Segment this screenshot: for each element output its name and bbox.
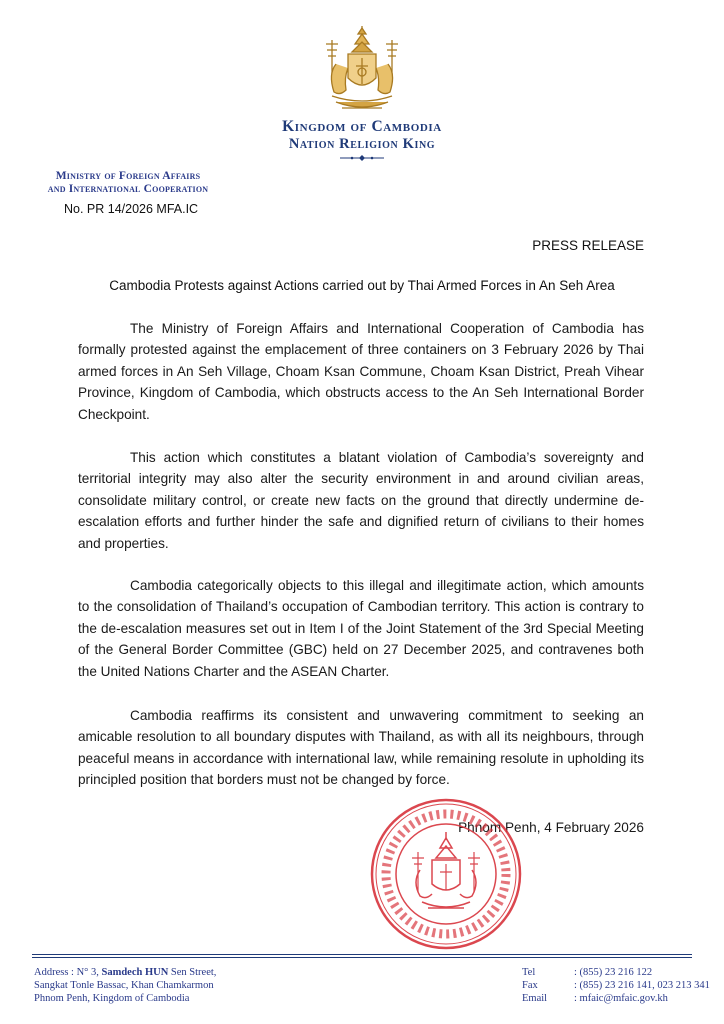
footer-divider — [32, 954, 692, 955]
footer-divider-secondary — [32, 957, 692, 958]
paragraph-4: Cambodia reaffirms its consistent and unwavering commitment to seeking an amicable resolution to all boundary disputes with Thailand, as with all its neighbours, through peaceful means in accordance with international law, while remaining resolute in upholding its principled position that borders must not be changed by force. — [78, 708, 644, 788]
royal-emblem-icon — [318, 22, 406, 118]
tel-value: : (855) 23 216 122 — [574, 967, 653, 978]
email-label: Email — [522, 993, 548, 1004]
address-street-rest: Sen Street, — [168, 967, 217, 978]
footer-address — [34, 966, 216, 1005]
address-line-3: Phnom Penh, Kingdom of Cambodia — [34, 993, 190, 1004]
address-label: Address : N° 3, — [34, 967, 102, 978]
paragraph-3: Cambodia categorically objects to this illegal and illegitimate action, which amounts to the consolidation of Thailand’s occupation of Cambodian territory. This action is contrary to the de-escalation measures set out in Item I of the Joint Statement of the 3rd Special Meeting of the General Border Committee (GBC) held on 27 December 2025, and contravenes both the United Nations Charter and the ASEAN Charter. — [78, 578, 644, 679]
address-line-2: Sangkat Tonle Bassac, Khan Chamkarmon — [34, 980, 214, 991]
tel-label: Tel — [522, 967, 536, 978]
paragraph-1: The Ministry of Foreign Affairs and International Cooperation of Cambodia has formally protested against the emplacement of three containers on 3 February 2026 by Thai armed forces in An Seh Village, Choam Ksan Commune, Choam Ksan District, Preah Vihear Province, Kingdom of Cambodia, which obstructs access to the An Seh International Border Checkpoint. — [78, 321, 644, 422]
address-street-bold: Samdech HUN — [101, 967, 169, 978]
paragraph-2: This action which constitutes a blatant violation of Cambodia’s sovereignty and territorial integrity may also alter the security environment in and around civilian areas, consolidate military control, or create new facts on the ground that directly undermine de-escalation efforts and further hinder the safe and dignified return of civilians to their homes and properties. — [78, 450, 644, 551]
divider-ornament-icon — [338, 154, 386, 162]
official-seal-icon — [368, 796, 524, 952]
national-motto: Nation Religion King — [288, 136, 436, 152]
fax-label: Fax — [522, 980, 538, 991]
headline: Cambodia Protests against Actions carried out by Thai Armed Forces in An Seh Area — [109, 278, 615, 293]
kingdom-title: Kingdom of Cambodia — [282, 118, 442, 135]
dateline: Phnom Penh, 4 February 2026 — [458, 820, 644, 835]
email-value[interactable]: : mfaic@mfaic.gov.kh — [574, 993, 668, 1004]
ministry-name-line2: and International Cooperation — [47, 183, 209, 195]
footer-contacts — [522, 966, 710, 1005]
fax-value: : (855) 23 216 141, 023 213 341 — [574, 980, 710, 991]
ministry-name-line1: Ministry of Foreign Affairs — [55, 170, 201, 182]
document-type: PRESS RELEASE — [532, 238, 644, 253]
reference-number: No. PR 14/2026 MFA.IC — [64, 202, 199, 216]
